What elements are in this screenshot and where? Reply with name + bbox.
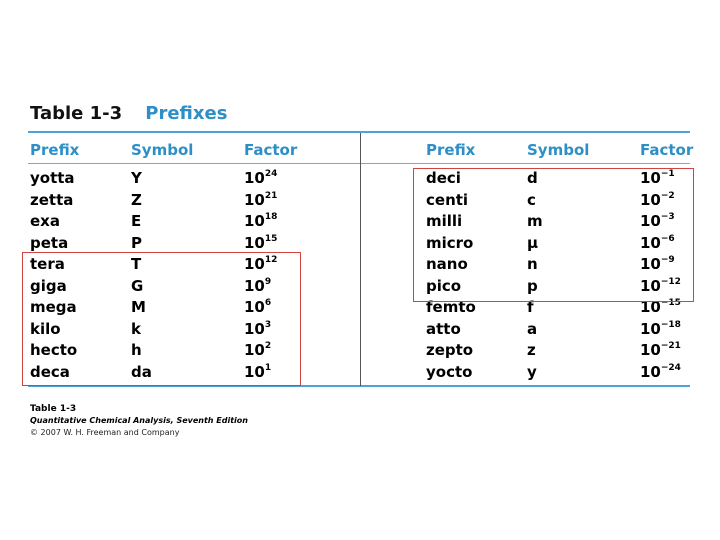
symbol-cell: Z xyxy=(131,190,142,209)
factor-cell xyxy=(244,168,277,189)
factor-base: 10 xyxy=(244,341,265,359)
prefix-cell: atto xyxy=(426,319,461,338)
factor-base: 10 xyxy=(244,190,265,209)
symbol-cell: a xyxy=(527,319,538,338)
factor-base: 10 xyxy=(244,298,265,316)
factor-base: 10 xyxy=(640,362,661,381)
factor-exponent: −24 xyxy=(660,362,681,373)
header-rule xyxy=(28,163,690,164)
factor-exponent: 24 xyxy=(264,169,278,179)
symbol-cell: y xyxy=(527,362,537,381)
factor-cell xyxy=(244,190,277,211)
prefix-cell: deci xyxy=(426,169,461,187)
factor-exponent: 9 xyxy=(264,276,272,287)
factor-exponent: 21 xyxy=(264,190,278,201)
symbol-cell: T xyxy=(131,255,142,273)
prefix-cell: exa xyxy=(30,212,60,230)
factor-base: 10 xyxy=(640,319,661,338)
symbol-cell: μ xyxy=(527,233,539,252)
highlight-box-left xyxy=(22,252,301,386)
prefix-cell: milli xyxy=(426,212,463,230)
credit-table-label: Table 1-3 xyxy=(30,404,77,414)
factor-exponent: −6 xyxy=(660,233,675,244)
factor-base: 10 xyxy=(640,255,661,273)
factor-base: 10 xyxy=(640,298,661,316)
header-symbol-left: Symbol xyxy=(131,141,194,159)
factor-base: 10 xyxy=(244,212,265,230)
prefix-cell: zepto xyxy=(426,341,474,359)
factor-exponent: 2 xyxy=(264,341,272,351)
symbol-cell: Y xyxy=(131,169,142,187)
credit-book-title: Quantitative Chemical Analysis, Seventh Edition xyxy=(30,416,248,425)
credit-copyright: © 2007 W. H. Freeman and Company xyxy=(30,428,180,437)
factor-exponent: −21 xyxy=(660,341,681,351)
top-rule xyxy=(28,131,690,133)
table-title xyxy=(30,103,227,131)
symbol-cell: z xyxy=(527,341,536,359)
symbol-cell: G xyxy=(131,276,144,295)
factor-base: 10 xyxy=(244,255,265,273)
prefix-cell: centi xyxy=(426,190,469,209)
table-row xyxy=(30,211,360,232)
factor-base: 10 xyxy=(640,212,661,230)
factor-exponent: 12 xyxy=(264,255,278,265)
table-label: Table 1-3 xyxy=(30,103,123,124)
factor-exponent: −15 xyxy=(660,298,681,308)
prefix-cell: peta xyxy=(30,233,69,252)
prefix-cell: micro xyxy=(426,233,474,252)
prefix-cell: giga xyxy=(30,276,67,295)
symbol-cell: p xyxy=(527,276,538,295)
header-prefix-left: Prefix xyxy=(30,141,80,159)
factor-base: 10 xyxy=(640,233,661,252)
symbol-cell: h xyxy=(131,341,142,359)
factor-exponent: 18 xyxy=(264,212,278,222)
symbol-cell: n xyxy=(527,255,538,273)
header-symbol-right: Symbol xyxy=(527,141,590,159)
factor-base: 10 xyxy=(244,276,265,295)
factor-base: 10 xyxy=(244,319,265,338)
factor-exponent: 1 xyxy=(264,362,272,373)
prefix-cell: pico xyxy=(426,276,462,295)
factor-cell xyxy=(640,340,681,361)
prefix-cell: zetta xyxy=(30,190,74,209)
factor-exponent: −2 xyxy=(660,190,675,201)
highlight-box-right xyxy=(413,168,694,302)
prefix-cell: yotta xyxy=(30,169,75,187)
header-prefix-right: Prefix xyxy=(426,141,476,159)
factor-cell xyxy=(244,233,277,254)
header-factor-left: Factor xyxy=(244,141,298,159)
prefix-cell: femto xyxy=(426,298,476,316)
symbol-cell: da xyxy=(131,362,152,381)
factor-exponent: −3 xyxy=(660,212,675,222)
factor-cell xyxy=(640,362,681,383)
symbol-cell: E xyxy=(131,212,142,230)
symbol-cell: P xyxy=(131,233,142,252)
table-row xyxy=(426,362,720,383)
symbol-cell: d xyxy=(527,169,538,187)
factor-base: 10 xyxy=(244,233,265,252)
factor-exponent: −18 xyxy=(660,319,681,330)
factor-exponent: 6 xyxy=(264,298,272,308)
factor-base: 10 xyxy=(244,362,265,381)
symbol-cell: c xyxy=(527,190,536,209)
symbol-cell: m xyxy=(527,212,543,230)
table-row xyxy=(426,319,720,340)
symbol-cell: M xyxy=(131,298,146,316)
factor-base: 10 xyxy=(640,190,661,209)
table-row xyxy=(30,233,360,254)
prefix-cell: kilo xyxy=(30,319,61,338)
prefix-cell: tera xyxy=(30,255,65,273)
factor-base: 10 xyxy=(640,169,661,187)
factor-exponent: −1 xyxy=(660,169,675,179)
factor-exponent: 15 xyxy=(264,233,278,244)
factor-base: 10 xyxy=(640,341,661,359)
factor-base: 10 xyxy=(244,169,265,187)
symbol-cell: k xyxy=(131,319,141,338)
factor-exponent: −12 xyxy=(660,276,681,287)
prefix-cell: mega xyxy=(30,298,77,316)
header-factor-right: Factor xyxy=(640,141,694,159)
factor-base: 10 xyxy=(640,276,661,295)
table-row xyxy=(426,340,720,361)
factor-cell xyxy=(244,211,277,232)
prefix-cell: nano xyxy=(426,255,468,273)
column-divider xyxy=(360,133,361,386)
table-row xyxy=(30,190,360,211)
prefix-cell: deca xyxy=(30,362,70,381)
prefix-cell: yocto xyxy=(426,362,473,381)
symbol-cell: f xyxy=(527,298,534,316)
prefix-cell: hecto xyxy=(30,341,78,359)
factor-cell xyxy=(640,319,681,340)
table-name: Prefixes xyxy=(145,103,228,124)
table-row xyxy=(30,168,360,189)
factor-exponent: −9 xyxy=(660,255,675,265)
factor-exponent: 3 xyxy=(264,319,272,330)
